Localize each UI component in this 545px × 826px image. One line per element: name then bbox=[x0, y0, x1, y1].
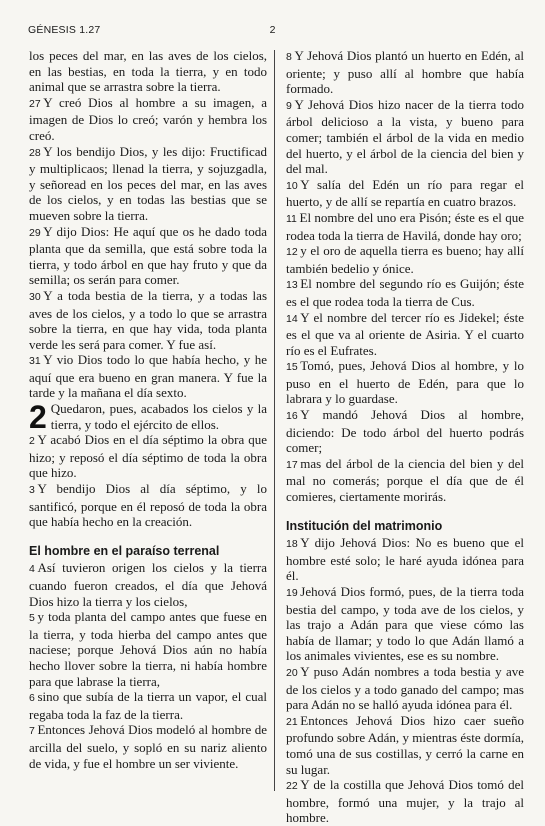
verse-number: 27 bbox=[29, 97, 41, 110]
verse-paragraph bbox=[286, 358, 524, 407]
verses-right bbox=[286, 48, 524, 505]
verse-text: Entonces Jehová Dios modeló al hombre de arcilla del suelo, y sopló en su nariz aliento de vida, y fue el hombre un ser viviente. bbox=[29, 722, 267, 771]
verse-paragraph bbox=[286, 713, 524, 777]
verse-number: 9 bbox=[286, 99, 292, 112]
verse-text: Y dijo Jehová Dios: No es bueno que el hombre esté solo; le haré ayuda idónea para él. bbox=[286, 535, 524, 584]
verse-number: 3 bbox=[29, 484, 35, 497]
verse-paragraph bbox=[29, 95, 267, 144]
verse-number: 14 bbox=[286, 312, 298, 325]
right-column bbox=[286, 48, 524, 826]
verse-number: 15 bbox=[286, 361, 298, 374]
verse-number: 7 bbox=[29, 725, 35, 738]
verse-text: Y mandó Jehová Dios al hombre, diciendo: De todo árbol del huerto podrás comer; bbox=[286, 407, 524, 456]
verse-paragraph bbox=[29, 689, 267, 722]
verse-text: Y dijo Dios: He aquí que os he dado toda planta que da semilla, que está sobre toda la tierra, y todo árbol en que hay fruto y que da semilla; os serán para comer. bbox=[29, 223, 267, 288]
chapter-start-paragraph bbox=[29, 399, 267, 436]
verse-text: Y acabó Dios en el día séptimo la obra que hizo; y reposó el día séptimo de toda la obra que hizo. bbox=[29, 432, 267, 481]
verse-paragraph bbox=[286, 210, 524, 243]
verse-number: 16 bbox=[286, 410, 298, 423]
verse-paragraph bbox=[29, 288, 267, 352]
verse-text: Y de la costilla que Jehová Dios tomó del hombre, formó una mujer, y la trajo al hombre. bbox=[286, 777, 524, 826]
verse-number: 18 bbox=[286, 538, 298, 551]
verse-text: Y bendijo Dios al día séptimo, y lo santificó, porque en él reposó de toda la obra que había hecho en la creación. bbox=[29, 481, 267, 530]
verse-number: 31 bbox=[29, 355, 41, 368]
running-head: GÉNESIS 1.27 bbox=[28, 24, 101, 36]
verse-text: Y a toda bestia de la tierra, y a todas las aves de los cielos, y a todo lo que se arrastra sobre la tierra, en que hay vida, toda planta verde les será para comer. Y fue así. bbox=[29, 287, 267, 352]
verse-number: 17 bbox=[286, 458, 298, 471]
verse-text: Tomó, pues, Jehová Dios al hombre, y lo puso en el huerto de Edén, para que lo labrara y lo guardase. bbox=[286, 358, 524, 407]
verse-text: Y puso Adán nombres a toda bestia y ave de los cielos y a todo ganado del campo; mas para Adán no se halló ayuda idónea para él. bbox=[286, 663, 524, 713]
verse-number: 5 bbox=[29, 612, 35, 625]
section-heading-matrimonio: Institución del matrimonio bbox=[286, 518, 443, 533]
verse-text: El nombre del segundo río es Guijón; éste es el que rodea toda la tierra de Cus. bbox=[286, 276, 524, 309]
verses-chapter-1 bbox=[29, 95, 267, 401]
verse-paragraph bbox=[286, 276, 524, 309]
page-number: 2 bbox=[269, 24, 276, 36]
verse-number: 10 bbox=[286, 179, 298, 192]
verse-number: 6 bbox=[29, 692, 35, 705]
verse-paragraph bbox=[29, 352, 267, 401]
verse-paragraph bbox=[29, 609, 267, 689]
verse-text: mas del árbol de la ciencia del bien y del mal no comerás; porque el día que de él comieres, ciertamente morirás. bbox=[286, 455, 524, 505]
verse-text: Y vio Dios todo lo que había hecho, y he aquí que era bueno en gran manera. Y fue la tarde y la mañana el día sexto. bbox=[29, 352, 267, 401]
verse-paragraph bbox=[286, 456, 524, 505]
verse-paragraph bbox=[286, 243, 524, 276]
verse-text: Y el nombre del tercer río es Jidekel; éste es el que va al oriente de Asiria. Y el cuarto río es el Eufrates. bbox=[286, 309, 524, 358]
verse-text: Así tuvieron origen los cielos y la tierra cuando fueron creados, el día que Jehová Dios hizo la tierra y los cielos, bbox=[29, 560, 267, 609]
verse-text: Y los bendijo Dios, y les dijo: Fructificad y multiplicaos; llenad la tierra, y sojuzgadla, y señoread en los peces del mar, en las aves de los cielos, y en todas las bestias que se mueven sobre la tierra. bbox=[29, 143, 267, 223]
chapter-first-verse-text: Quedaron, pues, acabados los cielos y la tierra, y todo el ejército de ellos. bbox=[50, 401, 267, 432]
verses-chapter-2 bbox=[29, 432, 267, 530]
verse-number: 11 bbox=[286, 212, 297, 225]
verse-paragraph bbox=[286, 97, 524, 177]
verse-paragraph bbox=[29, 722, 267, 771]
verse-paragraph bbox=[286, 177, 524, 210]
verse-number: 28 bbox=[29, 146, 41, 159]
verse-number: 29 bbox=[29, 226, 41, 239]
verse-text: y toda planta del campo antes que fuese en la tierra, y toda hierba del campo antes que naciese; porque Jehová Dios aún no había hecho llover sobre la tierra, ni había hombre para que labrase la tierra, bbox=[29, 609, 267, 689]
verse-text: Y Jehová Dios plantó un huerto en Edén, al oriente; y puso allí al hombre que había formado. bbox=[286, 48, 524, 97]
left-column bbox=[29, 48, 267, 771]
verse-number: 8 bbox=[286, 51, 292, 63]
verse-number: 13 bbox=[286, 279, 298, 292]
verse-number: 12 bbox=[286, 246, 298, 259]
verse-paragraph bbox=[286, 535, 524, 584]
verse-text: y el oro de aquella tierra es bueno; hay allí también bedelio y ónice. bbox=[286, 243, 524, 276]
verse-paragraph bbox=[286, 310, 524, 359]
verse-text: sino que subía de la tierra un vapor, el cual regaba toda la faz de la tierra. bbox=[29, 689, 267, 722]
verse-number: 19 bbox=[286, 587, 298, 599]
verse-number: 2 bbox=[29, 435, 35, 448]
verse-paragraph bbox=[286, 48, 524, 97]
verse-paragraph bbox=[29, 144, 267, 224]
verse-text: Y salía del Edén un río para regar el huerto, y de allí se repartía en cuatro brazos. bbox=[286, 176, 524, 210]
verse-text: Jehová Dios formó, pues, de la tierra toda bestia del campo, y toda ave de los cielos, y las trajo a Adán para que viese cómo las había de llamar; y todo lo que Adán llamó a los animales vivientes, ese es su nombre. bbox=[286, 584, 524, 664]
verse-paragraph bbox=[29, 224, 267, 288]
verse-paragraph bbox=[29, 432, 267, 481]
verse-paragraph bbox=[286, 407, 524, 456]
verse-text: Entonces Jehová Dios hizo caer sueño profundo sobre Adán, y mientras éste dormía, tomó una de sus costillas, y cerró la carne en su lugar. bbox=[286, 712, 524, 777]
section-heading-paraiso: El hombre en el paraíso terrenal bbox=[29, 543, 220, 558]
verse-paragraph bbox=[29, 560, 267, 609]
verse-number: 4 bbox=[29, 563, 35, 576]
verse-text: Y creó Dios al hombre a su imagen, a imagen de Dios lo creó; varón y hembra los creó. bbox=[29, 94, 267, 143]
verse-paragraph bbox=[286, 584, 524, 664]
verse-paragraph bbox=[286, 777, 524, 826]
verse-paragraph bbox=[29, 481, 267, 530]
verses-paraiso bbox=[29, 560, 267, 771]
page-header bbox=[28, 24, 517, 40]
verse-number: 20 bbox=[286, 666, 298, 679]
verse-text: Y Jehová Dios hizo nacer de la tierra todo árbol delicioso a la vista, y bueno para comer; también el árbol de la vida en medio del huerto, y el árbol de la ciencia del bien y del mal. bbox=[286, 96, 524, 177]
verse-number: 21 bbox=[286, 715, 298, 728]
verses-matrimonio bbox=[286, 535, 524, 826]
verse-number: 30 bbox=[29, 290, 41, 303]
verse-number: 22 bbox=[286, 780, 298, 793]
chapter-number: 2 bbox=[29, 399, 47, 436]
verse-text: El nombre del uno era Pisón; éste es el que rodea toda la tierra de Havilá, donde hay oro; bbox=[286, 209, 524, 243]
verse-paragraph bbox=[286, 664, 524, 713]
column-divider bbox=[274, 50, 275, 791]
continuation-text: los peces del mar, en las aves de los cielos, en las bestias, en toda la tierra, y en todo animal que se arrastra sobre la tierra. bbox=[29, 48, 267, 95]
